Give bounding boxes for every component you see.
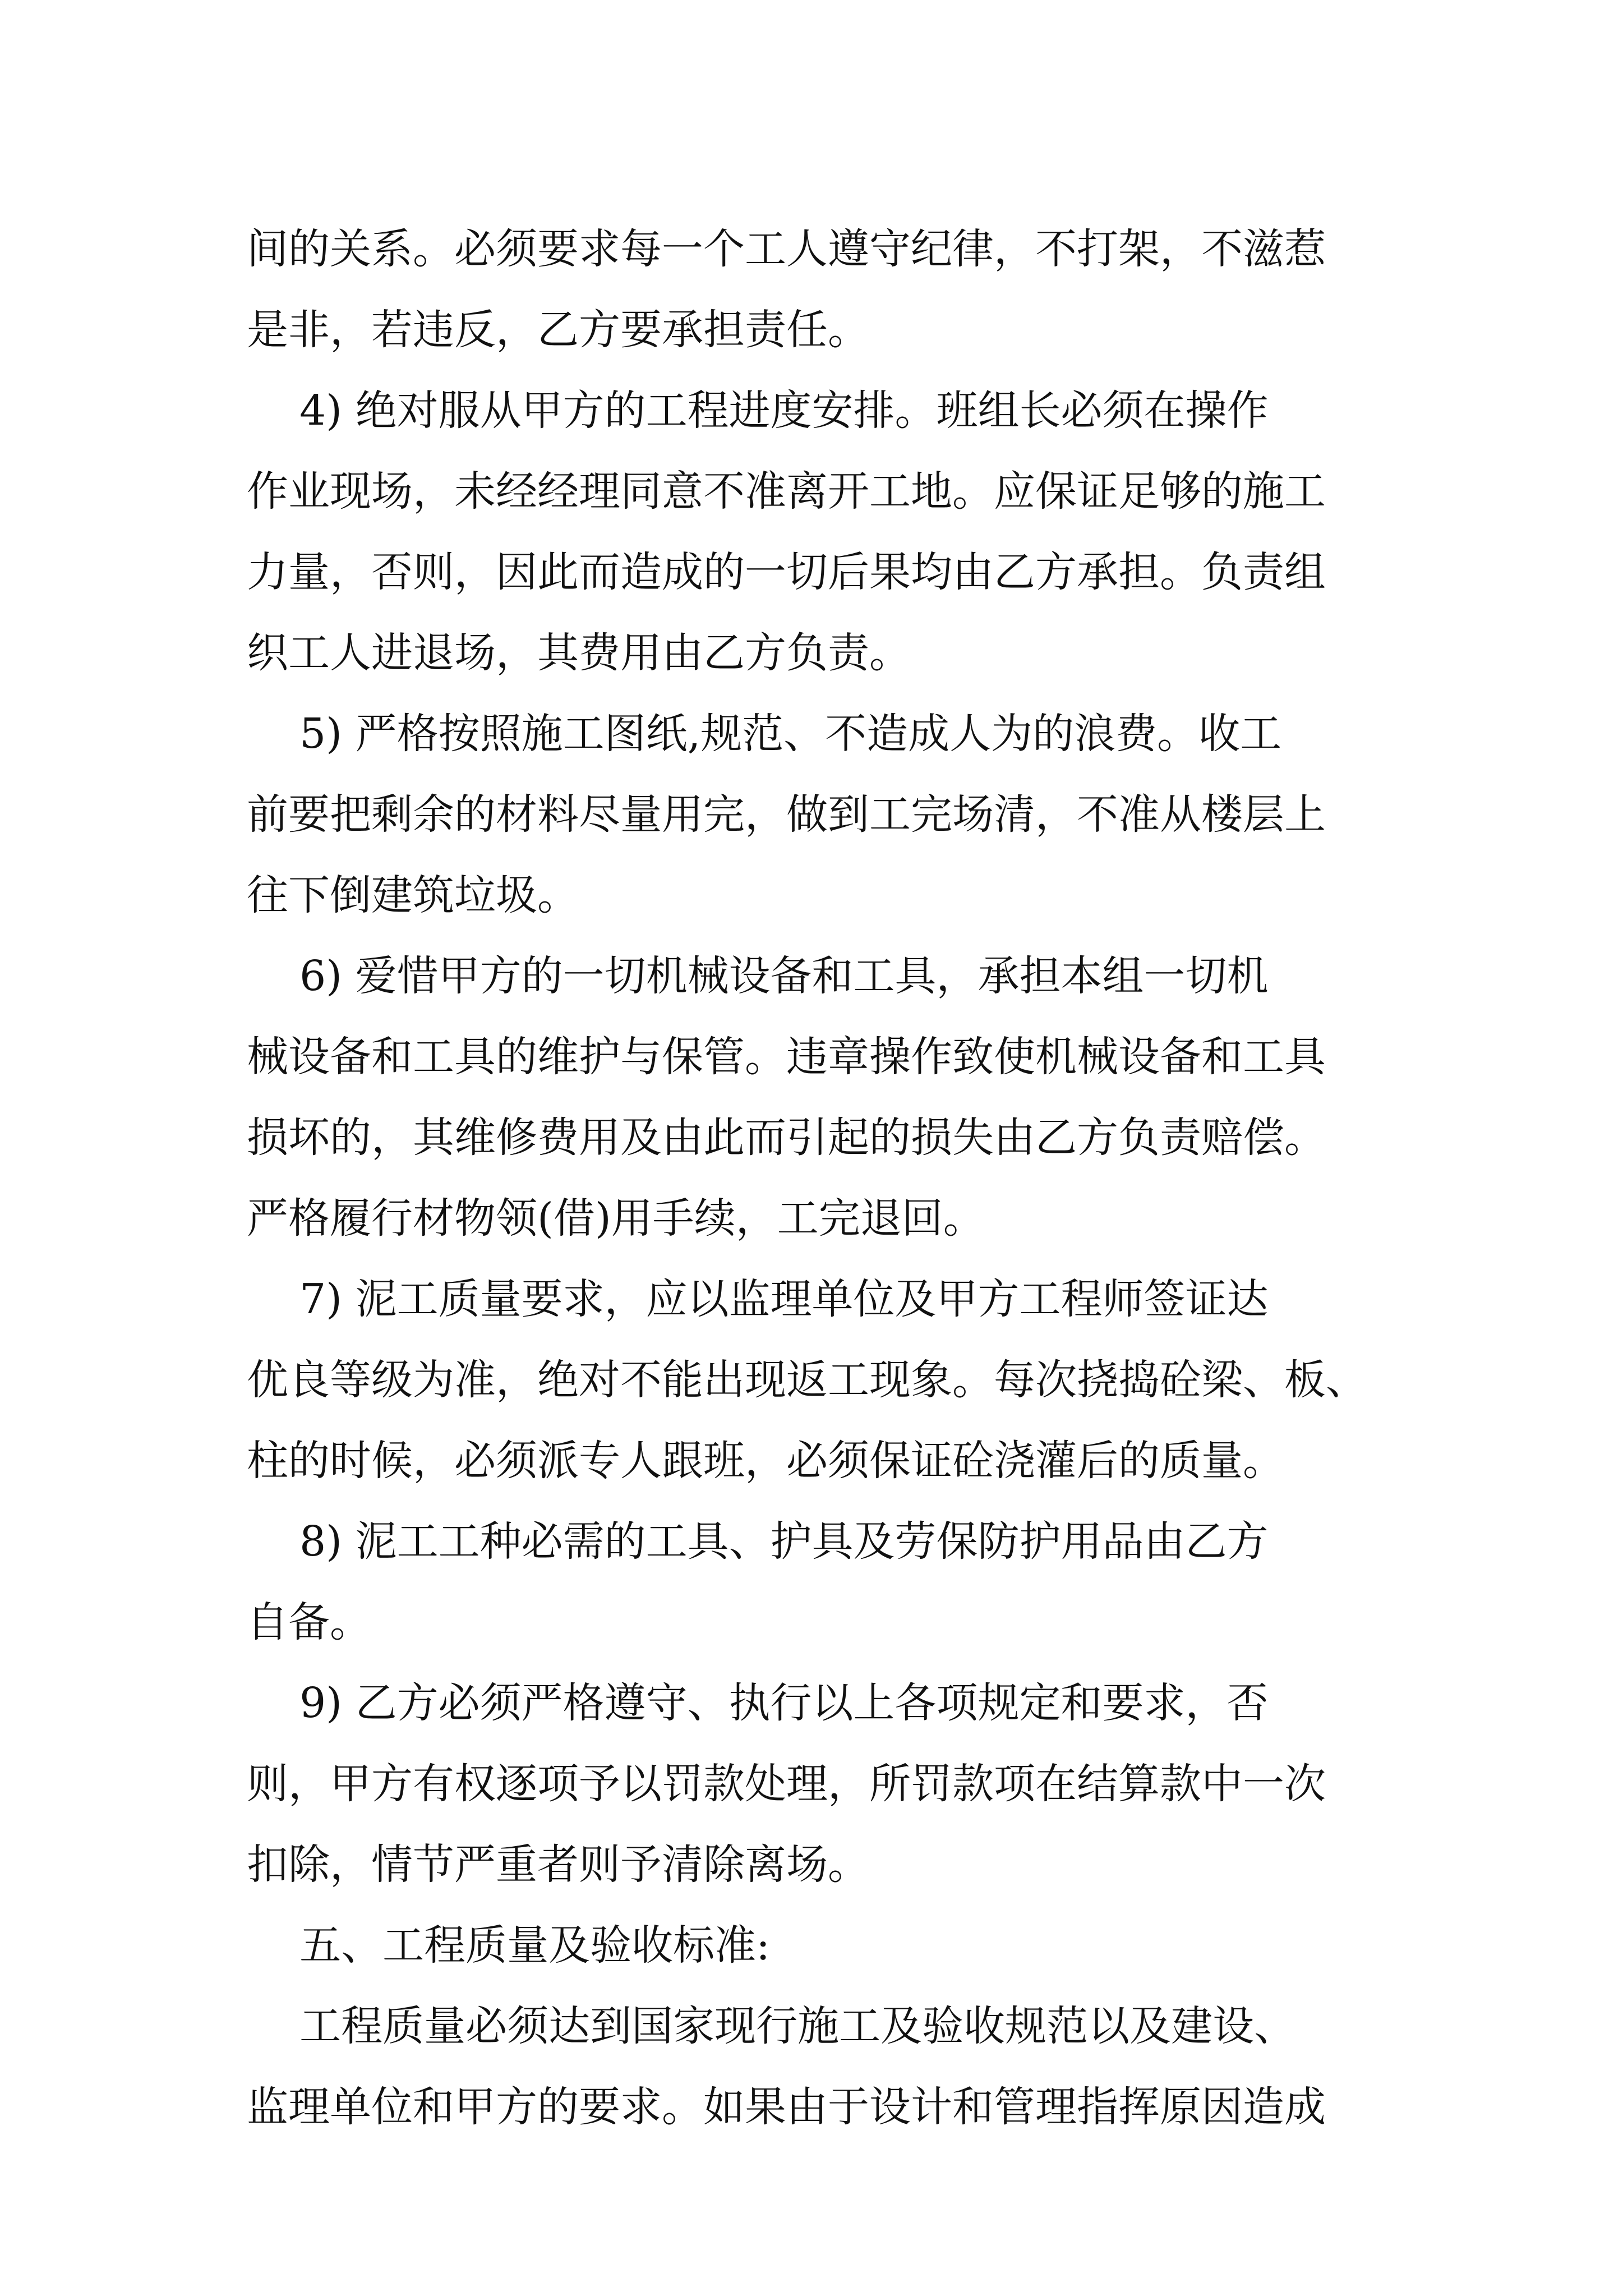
text-line: 作业现场，未经经理同意不准离开工地。应保证足够的施工 bbox=[247, 467, 1326, 516]
text-line: 自备。 bbox=[247, 1598, 371, 1646]
text-line: 扣除，情节严重者则予清除离场。 bbox=[247, 1841, 869, 1889]
text-line: 间的关系。必须要求每一个工人遵守纪律，不打架，不滋惹 bbox=[247, 225, 1326, 273]
text-line: 5) 严格按照施工图纸,规范、不造成人为的浪费。收工 bbox=[247, 710, 1282, 758]
text-line: 6) 爱惜甲方的一切机械设备和工具，承担本组一切机 bbox=[247, 952, 1269, 1000]
paragraph-continuation bbox=[247, 209, 1408, 370]
clause-7 bbox=[247, 1259, 1408, 1501]
text-line: 前要把剩余的材料尽量用完，做到工完场清，不准从楼层上 bbox=[247, 790, 1326, 839]
text-line: 严格履行材物领(借)用手续，工完退回。 bbox=[247, 1194, 985, 1243]
text-line: 4) 绝对服从甲方的工程进度安排。班组长必须在操作 bbox=[247, 386, 1269, 435]
text-line: 是非，若违反，乙方要承担责任。 bbox=[247, 306, 869, 354]
section-5-body bbox=[247, 1986, 1408, 2147]
text-line: 优良等级为准，绝对不能出现返工现象。每次挠捣砼梁、板、 bbox=[247, 1356, 1367, 1404]
text-line: 柱的时候，必须派专人跟班，必须保证砼浇灌后的质量。 bbox=[247, 1437, 1284, 1485]
clause-5 bbox=[247, 693, 1408, 936]
text-line: 7) 泥工质量要求，应以监理单位及甲方工程师签证达 bbox=[247, 1275, 1269, 1323]
section-heading-5 bbox=[247, 1905, 1408, 1986]
text-line: 工程质量必须达到国家现行施工及验收规范以及建设、 bbox=[247, 2002, 1296, 2050]
document-body bbox=[247, 209, 1408, 2147]
text-line: 力量，否则，因此而造成的一切后果均由乙方承担。负责组 bbox=[247, 548, 1326, 596]
clause-9 bbox=[247, 1663, 1408, 1905]
text-line: 械设备和工具的维护与保管。违章操作致使机械设备和工具 bbox=[247, 1033, 1326, 1081]
text-line: 8) 泥工工种必需的工具、护具及劳保防护用品由乙方 bbox=[247, 1517, 1269, 1566]
clause-6 bbox=[247, 936, 1408, 1259]
clause-8 bbox=[247, 1501, 1408, 1663]
text-line: 损坏的，其维修费用及由此而引起的损失由乙方负责赔偿。 bbox=[247, 1114, 1326, 1162]
text-line: 则，甲方有权逐项予以罚款处理，所罚款项在结算款中一次 bbox=[247, 1760, 1326, 1808]
text-line: 监理单位和甲方的要求。如果由于设计和管理指挥原因造成 bbox=[247, 2083, 1326, 2131]
section-heading: 五、工程质量及验收标准: bbox=[247, 1921, 771, 1970]
clause-4 bbox=[247, 370, 1408, 693]
text-line: 9) 乙方必须严格遵守、执行以上各项规定和要求，否 bbox=[247, 1679, 1269, 1727]
text-line: 往下倒建筑垃圾。 bbox=[247, 871, 579, 919]
text-line: 织工人进退场，其费用由乙方负责。 bbox=[247, 629, 911, 677]
